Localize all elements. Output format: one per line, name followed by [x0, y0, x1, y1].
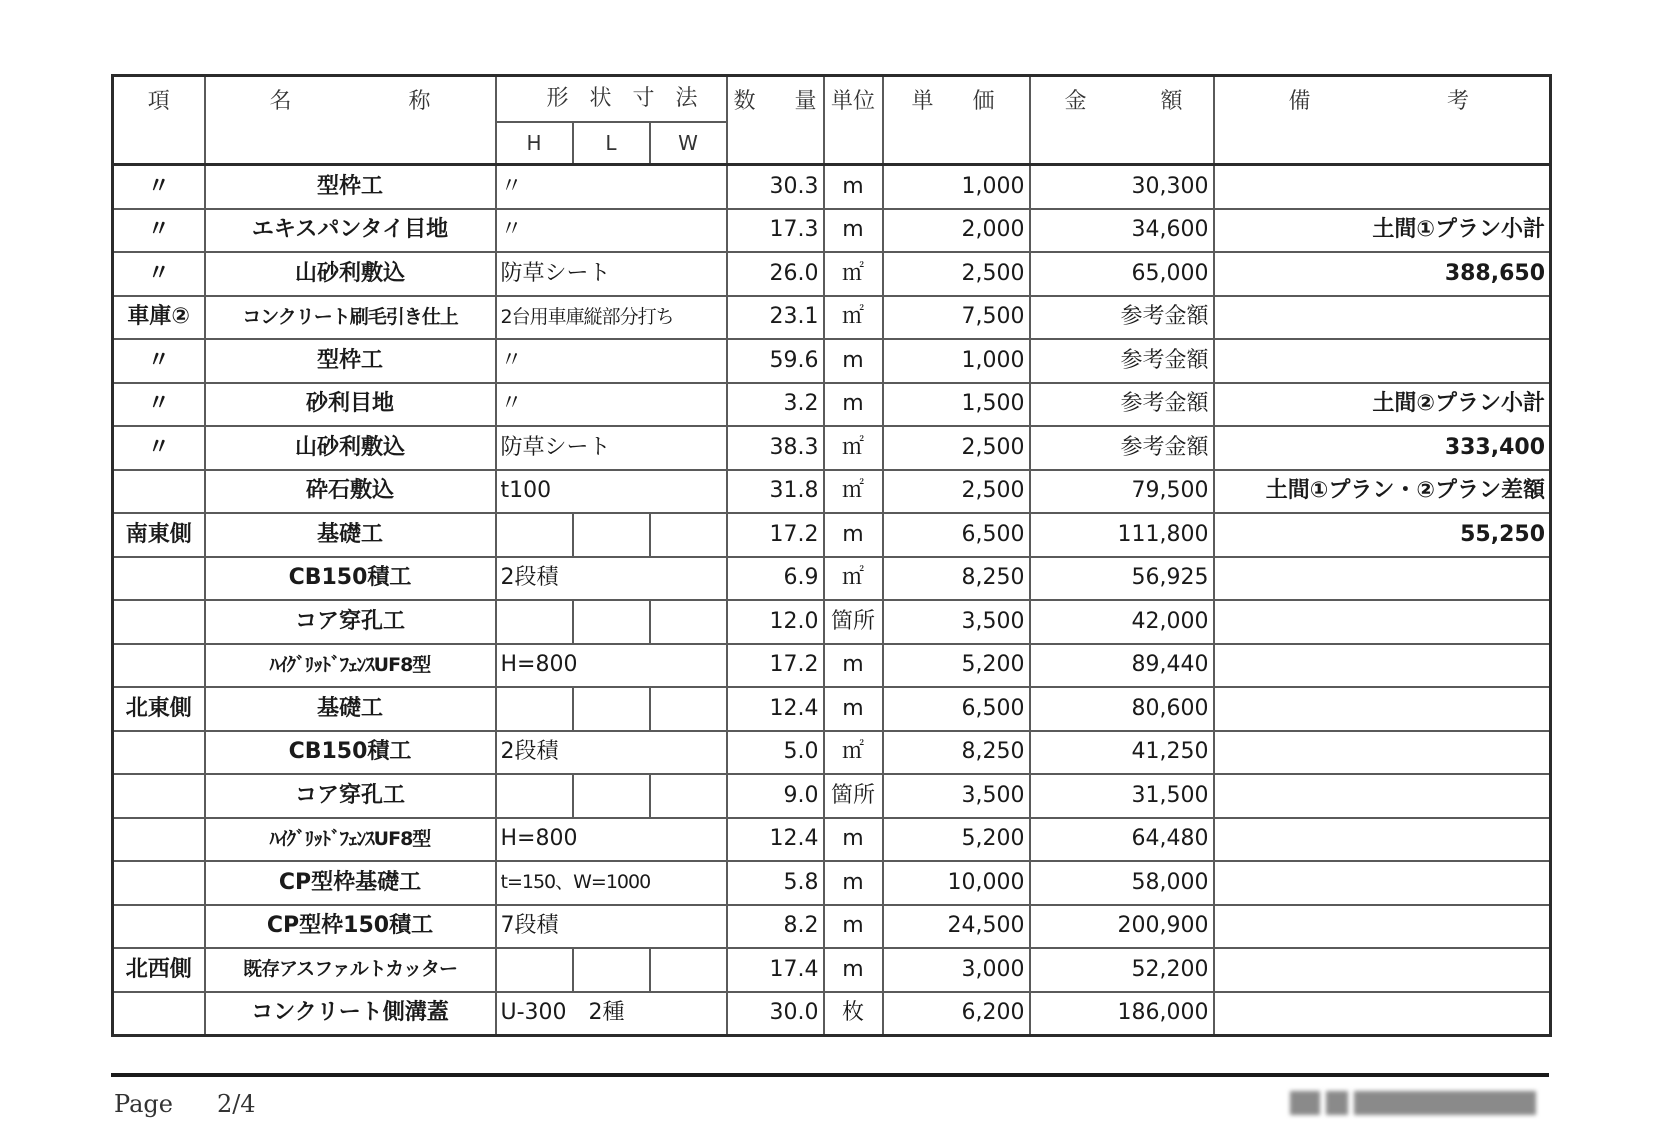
cell-note: 333,400 [1214, 426, 1551, 470]
cell-w [650, 948, 727, 992]
cell-qty: 17.4 [727, 948, 824, 992]
table-row [113, 383, 1551, 427]
cell-qty: 23.1 [727, 296, 824, 340]
page-number: 2/4 [216, 1090, 256, 1118]
cell-name: 山砂利敷込 [205, 426, 496, 470]
cell-note [1214, 557, 1551, 601]
cell-w [650, 600, 727, 644]
cell-amount: 31,500 [1030, 774, 1214, 818]
cell-shape: t=150、W=1000 [496, 861, 727, 905]
cell-note [1214, 339, 1551, 383]
cell-amount: 参考金額 [1030, 339, 1214, 383]
header-h: H [496, 122, 573, 165]
cell-unit: m [824, 209, 883, 253]
cell-qty: 3.2 [727, 383, 824, 427]
cell-unit: m [824, 818, 883, 862]
cell-note: 土間②プラン小計 [1214, 383, 1551, 427]
cell-note [1214, 296, 1551, 340]
cell-shape: t100 [496, 470, 727, 514]
cell-unit-price: 5,200 [883, 818, 1030, 862]
cell-amount: 89,440 [1030, 644, 1214, 688]
cell-unit-price: 2,500 [883, 470, 1030, 514]
cell-name: エキスパンタイ目地 [205, 209, 496, 253]
cell-unit-price: 5,200 [883, 644, 1030, 688]
cell-shape: 2台用車庫縦部分打ち [496, 296, 727, 340]
cell-unit-price: 24,500 [883, 905, 1030, 949]
cell-item [113, 992, 205, 1036]
cell-item [113, 905, 205, 949]
cell-note: 土間①プラン・②プラン差額 [1214, 470, 1551, 514]
cell-item: 〃 [113, 426, 205, 470]
cell-shape: 2段積 [496, 731, 727, 775]
cell-name: コンクリート刷毛引き仕上 [205, 296, 496, 340]
cell-note [1214, 861, 1551, 905]
estimate-table [111, 74, 1552, 1037]
cell-amount: 52,200 [1030, 948, 1214, 992]
cell-amount: 参考金額 [1030, 296, 1214, 340]
cell-unit: m [824, 165, 883, 209]
header-amount: 金 額 [1030, 76, 1214, 165]
cell-name: 砂利目地 [205, 383, 496, 427]
cell-name: CP型枠150積工 [205, 905, 496, 949]
cell-qty: 38.3 [727, 426, 824, 470]
cell-unit-price: 8,250 [883, 731, 1030, 775]
cell-h [496, 948, 573, 992]
cell-shape: 7段積 [496, 905, 727, 949]
cell-unit-price: 3,000 [883, 948, 1030, 992]
cell-w [650, 513, 727, 557]
cell-name: 型枠工 [205, 339, 496, 383]
cell-qty: 26.0 [727, 252, 824, 296]
cell-l [573, 948, 650, 992]
cell-l [573, 600, 650, 644]
header-notes: 備 考 [1214, 76, 1551, 165]
cell-note: 388,650 [1214, 252, 1551, 296]
table-row [113, 296, 1551, 340]
cell-name: コア穿孔工 [205, 600, 496, 644]
cell-amount: 参考金額 [1030, 383, 1214, 427]
header-unit-price: 単 価 [883, 76, 1030, 165]
table-row [113, 687, 1551, 731]
cell-h [496, 600, 573, 644]
cell-h [496, 687, 573, 731]
table-row [113, 513, 1551, 557]
cell-name: 砕石敷込 [205, 470, 496, 514]
cell-name: 基礎工 [205, 513, 496, 557]
cell-unit: ㎡ [824, 252, 883, 296]
table-row [113, 861, 1551, 905]
cell-item: 北西側 [113, 948, 205, 992]
cell-amount: 30,300 [1030, 165, 1214, 209]
cell-unit-price: 2,500 [883, 426, 1030, 470]
table-row [113, 905, 1551, 949]
footer-page-indicator [114, 1090, 256, 1118]
cell-note [1214, 165, 1551, 209]
cell-note [1214, 948, 1551, 992]
cell-amount: 41,250 [1030, 731, 1214, 775]
cell-unit-price: 3,500 [883, 600, 1030, 644]
header-item: 項 [113, 76, 205, 165]
cell-unit: ㎡ [824, 470, 883, 514]
table-row [113, 165, 1551, 209]
cell-unit: m [824, 687, 883, 731]
cell-name: 型枠工 [205, 165, 496, 209]
table-row [113, 252, 1551, 296]
cell-item [113, 818, 205, 862]
cell-shape: 〃 [496, 165, 727, 209]
cell-qty: 5.0 [727, 731, 824, 775]
cell-qty: 5.8 [727, 861, 824, 905]
cell-unit-price: 7,500 [883, 296, 1030, 340]
table-row [113, 818, 1551, 862]
cell-l [573, 687, 650, 731]
cell-qty: 17.2 [727, 644, 824, 688]
cell-unit: 枚 [824, 992, 883, 1036]
table-row [113, 731, 1551, 775]
cell-shape: 〃 [496, 383, 727, 427]
cell-amount: 186,000 [1030, 992, 1214, 1036]
cell-unit: m [824, 339, 883, 383]
table-row [113, 209, 1551, 253]
cell-note [1214, 905, 1551, 949]
cell-qty: 30.3 [727, 165, 824, 209]
cell-unit-price: 8,250 [883, 557, 1030, 601]
cell-item: 〃 [113, 209, 205, 253]
cell-unit-price: 1,000 [883, 339, 1030, 383]
cell-qty: 12.4 [727, 818, 824, 862]
cell-name: CB150積工 [205, 557, 496, 601]
cell-item: 車庫② [113, 296, 205, 340]
cell-h [496, 513, 573, 557]
cell-qty: 30.0 [727, 992, 824, 1036]
cell-note [1214, 774, 1551, 818]
cell-qty: 12.0 [727, 600, 824, 644]
table-row [113, 600, 1551, 644]
cell-unit-price: 6,500 [883, 687, 1030, 731]
cell-amount: 参考金額 [1030, 426, 1214, 470]
cell-w [650, 687, 727, 731]
cell-note: 55,250 [1214, 513, 1551, 557]
cell-name: CP型枠基礎工 [205, 861, 496, 905]
cell-unit-price: 1,000 [883, 165, 1030, 209]
cell-unit: ㎡ [824, 731, 883, 775]
cell-item [113, 861, 205, 905]
cell-name: 山砂利敷込 [205, 252, 496, 296]
cell-unit: m [824, 948, 883, 992]
cell-item: 〃 [113, 165, 205, 209]
cell-unit: ㎡ [824, 426, 883, 470]
header-name: 名 称 [205, 76, 496, 165]
footer-rule [111, 1073, 1549, 1077]
cell-unit: m [824, 513, 883, 557]
cell-unit: m [824, 861, 883, 905]
cell-note [1214, 600, 1551, 644]
cell-shape: H=800 [496, 818, 727, 862]
cell-item: 〃 [113, 383, 205, 427]
cell-shape: U-300 2種 [496, 992, 727, 1036]
table-header [113, 76, 1551, 165]
cell-item: 北東側 [113, 687, 205, 731]
cell-unit: m [824, 905, 883, 949]
header-qty: 数 量 [727, 76, 824, 165]
cell-h [496, 774, 573, 818]
cell-name: CB150積工 [205, 731, 496, 775]
cell-note [1214, 644, 1551, 688]
cell-name: ﾊｲｸﾞﾘｯﾄﾞﾌｪﾝｽUF8型 [205, 818, 496, 862]
cell-unit: ㎡ [824, 296, 883, 340]
cell-w [650, 774, 727, 818]
cell-item [113, 774, 205, 818]
cell-name: 既存アスファルトカッター [205, 948, 496, 992]
cell-unit-price: 10,000 [883, 861, 1030, 905]
cell-name: ﾊｲｸﾞﾘｯﾄﾞﾌｪﾝｽUF8型 [205, 644, 496, 688]
cell-l [573, 774, 650, 818]
cell-unit: ㎡ [824, 557, 883, 601]
cell-shape: 〃 [496, 209, 727, 253]
header-unit: 単位 [824, 76, 883, 165]
cell-shape: 防草シート [496, 426, 727, 470]
cell-qty: 8.2 [727, 905, 824, 949]
cell-shape: H=800 [496, 644, 727, 688]
cell-unit-price: 1,500 [883, 383, 1030, 427]
cell-item [113, 557, 205, 601]
header-shape: 形 状 寸 法 [496, 76, 727, 123]
table-row [113, 339, 1551, 383]
cell-name: コア穿孔工 [205, 774, 496, 818]
cell-unit: m [824, 644, 883, 688]
table-row [113, 470, 1551, 514]
cell-unit-price: 3,500 [883, 774, 1030, 818]
cell-qty: 9.0 [727, 774, 824, 818]
cell-item [113, 731, 205, 775]
cell-unit-price: 6,500 [883, 513, 1030, 557]
header-w: W [650, 122, 727, 165]
cell-amount: 42,000 [1030, 600, 1214, 644]
cell-qty: 59.6 [727, 339, 824, 383]
cell-amount: 80,600 [1030, 687, 1214, 731]
cell-unit: 箇所 [824, 774, 883, 818]
table-row [113, 948, 1551, 992]
cell-note [1214, 818, 1551, 862]
cell-name: 基礎工 [205, 687, 496, 731]
cell-note [1214, 731, 1551, 775]
cell-amount: 200,900 [1030, 905, 1214, 949]
cell-unit-price: 6,200 [883, 992, 1030, 1036]
cell-qty: 31.8 [727, 470, 824, 514]
cell-note [1214, 992, 1551, 1036]
cell-shape: 2段積 [496, 557, 727, 601]
cell-amount: 58,000 [1030, 861, 1214, 905]
cell-amount: 56,925 [1030, 557, 1214, 601]
table-row [113, 774, 1551, 818]
cell-amount: 65,000 [1030, 252, 1214, 296]
page-label: Page [114, 1090, 173, 1118]
cell-amount: 34,600 [1030, 209, 1214, 253]
cell-unit-price: 2,000 [883, 209, 1030, 253]
cell-qty: 17.3 [727, 209, 824, 253]
table-row [113, 426, 1551, 470]
redacted-company-name [1290, 1086, 1546, 1120]
cell-qty: 17.2 [727, 513, 824, 557]
cell-item [113, 470, 205, 514]
cell-unit-price: 2,500 [883, 252, 1030, 296]
cell-unit: 箇所 [824, 600, 883, 644]
cell-amount: 79,500 [1030, 470, 1214, 514]
header-l: L [573, 122, 650, 165]
table-row [113, 557, 1551, 601]
cell-amount: 111,800 [1030, 513, 1214, 557]
cell-l [573, 513, 650, 557]
cell-item: 南東側 [113, 513, 205, 557]
cell-amount: 64,480 [1030, 818, 1214, 862]
cell-qty: 6.9 [727, 557, 824, 601]
table-row [113, 644, 1551, 688]
table-row [113, 992, 1551, 1036]
cell-note: 土間①プラン小計 [1214, 209, 1551, 253]
cell-shape: 〃 [496, 339, 727, 383]
cell-note [1214, 687, 1551, 731]
cell-item [113, 644, 205, 688]
cell-unit: m [824, 383, 883, 427]
cell-name: コンクリート側溝蓋 [205, 992, 496, 1036]
cell-qty: 12.4 [727, 687, 824, 731]
table-body [113, 165, 1551, 1036]
cell-item: 〃 [113, 252, 205, 296]
cell-item: 〃 [113, 339, 205, 383]
cell-item [113, 600, 205, 644]
cell-shape: 防草シート [496, 252, 727, 296]
